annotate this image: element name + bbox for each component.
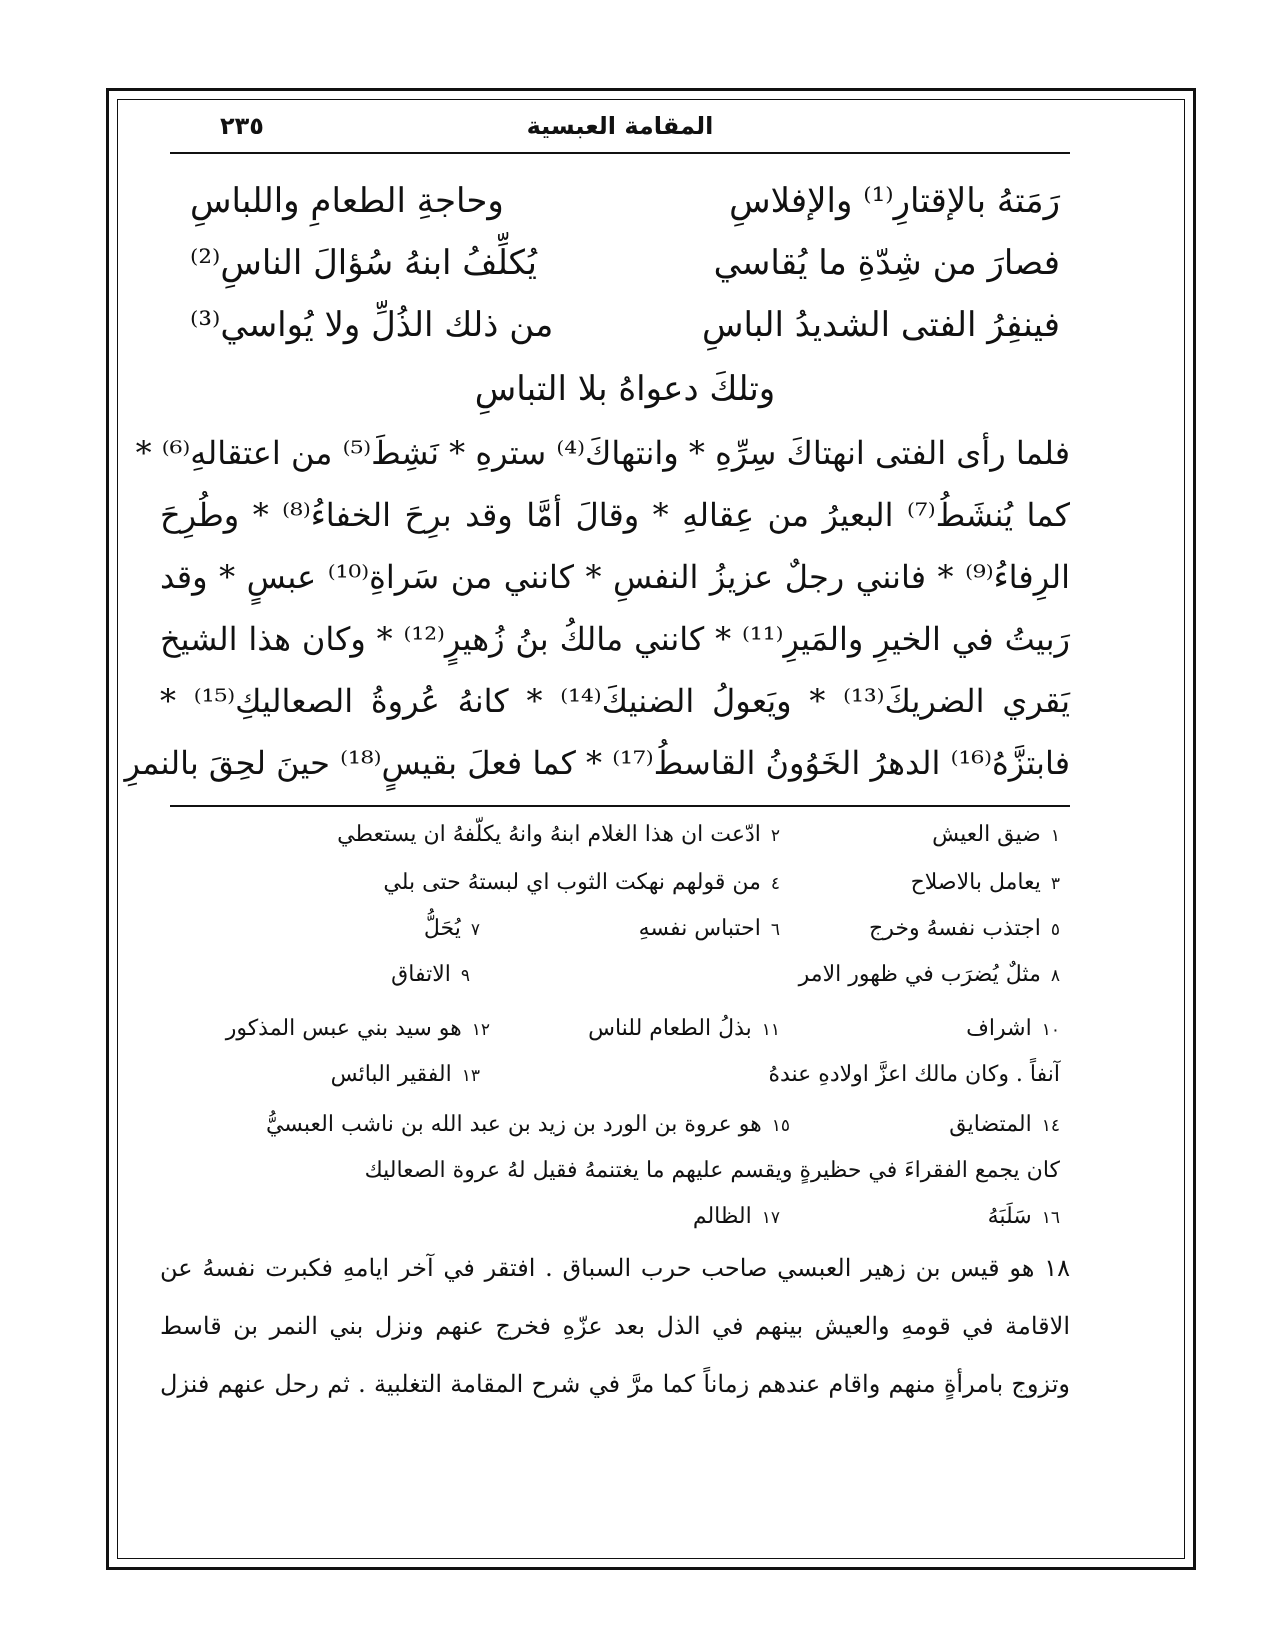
footnote-row [160, 1102, 1060, 1148]
footnote-number: ١٦ [1041, 1208, 1060, 1228]
footnote-row [160, 1052, 1060, 1098]
footnote-text: الاتفاق [391, 962, 451, 987]
verse-second-hemistich: وحاجةِ الطعامِ واللباسِ [190, 181, 504, 221]
prose-line: يَقري الضريكَ⁽¹³⁾ * ويَعولُ الضنيكَ⁽¹⁴⁾ * كانهُ عُروةُ الصعاليكِ⁽¹⁵⁾ * [160, 682, 1071, 720]
footnote [337, 812, 780, 859]
footnote [932, 812, 1060, 859]
footnote-number: ١٣ [461, 1066, 480, 1086]
footnote-text: الفقير البائس [330, 1062, 452, 1087]
footnote-text: اجتذب نفسهُ وخرج [869, 916, 1041, 941]
footnote-row [160, 1194, 1060, 1240]
verse-first-hemistich: فصارَ من شِدّةِ ما يُقاسي [713, 243, 1060, 283]
footnote-text: هو سيد بني عبس المذكور [225, 1016, 462, 1041]
verse-first-hemistich: رَمَتهُ بالإقتارِ⁽¹⁾ والإفلاسِ [729, 181, 1060, 221]
footnote-number: ١٤ [1041, 1116, 1060, 1136]
prose-line: الرِفاءُ⁽⁹⁾ * فانني رجلٌ عزيزُ النفسِ * كانني من سَراةِ⁽¹⁰⁾ عبسٍ * وقد [160, 558, 1071, 596]
verse-line [190, 296, 1060, 354]
footnote [331, 1052, 480, 1099]
footnote-row [160, 1006, 1060, 1052]
footnote-text: احتباس نفسهِ [638, 916, 761, 941]
footnote [911, 860, 1060, 907]
footnote [383, 860, 780, 907]
footnote [949, 1102, 1060, 1149]
verse-closing-line: وتلكَ دعواهُ بلا التباسِ [474, 369, 776, 409]
footnote-row [160, 952, 1060, 998]
footnote-number: ٥ [1050, 920, 1060, 940]
prose-line: فلما رأى الفتى انهتاكَ سِرِّهِ * وانتهاكَ⁽⁴⁾ سترهِ * نَشِطَ⁽⁵⁾ من اعتقالهِ⁽⁶⁾ * [135, 434, 1070, 472]
footnote-number: ٩ [460, 966, 470, 986]
footnote-text: ضيق العيش [932, 822, 1041, 847]
footnote-text: اشراف [966, 1016, 1032, 1041]
footnote-row [160, 812, 1060, 858]
footnote-number: ١٢ [471, 1020, 490, 1040]
footnote-number: ١٧ [761, 1208, 780, 1228]
footnote [693, 1194, 780, 1241]
verse-first-hemistich: فينفِرُ الفتى الشديدُ الباسِ [702, 305, 1060, 345]
footnote-long-line: ١٨ هو قيس بن زهير العبسي صاحب حرب السباق . افتقر في آخر ايامهِ فكبرت نفسهُ عن [160, 1254, 1070, 1282]
footnote-row [160, 860, 1060, 906]
running-header [170, 112, 1070, 146]
footnote-text: من قولهم نهكت الثوب اي لبستهُ حتى بلي [383, 870, 761, 895]
footnote-continuation: آنفاً . وكان مالك اعزَّ اولادهِ عندهُ [768, 1062, 1060, 1087]
prose-line: رَبيتُ في الخيرِ والمَيرِ⁽¹¹⁾ * كانني مالكُ بنُ زُهيرٍ⁽¹²⁾ * وكان هذا الشيخ [160, 620, 1071, 658]
verse-line [190, 234, 1060, 292]
footnote [266, 1102, 790, 1149]
page-number: ٢٣٥ [220, 112, 264, 140]
footnote-number: ٦ [770, 920, 780, 940]
footnote [391, 952, 470, 999]
footnote-long-line: الاقامة في قومهِ والعيش بينهم في الذل بعد عزّهِ فخرج عنهم ونزل بني النمر بن قاسط [160, 1312, 1070, 1340]
verse-line [190, 172, 1060, 230]
header-rule [170, 152, 1070, 154]
footnote [869, 906, 1060, 953]
footnote-text: مثلٌ يُضرَب في ظهور الامر [798, 962, 1041, 987]
footnote [226, 1006, 490, 1053]
footnote [799, 952, 1060, 999]
page-title: المقامة العبسية [526, 112, 714, 140]
footnote-text: هو عروة بن الورد بن زيد بن عبد الله بن ناشب العبسيُّ [265, 1112, 762, 1137]
footnote-long-line: وتزوج بامرأةٍ منهم واقام عندهم زماناً كما مرَّ في شرح المقامة التغلبية . ثم رحل عنهم فنزل [160, 1370, 1070, 1398]
prose-line: فابتزَّهُ⁽¹⁶⁾ الدهرُ الخَوُونُ القاسطُ⁽¹⁷⁾ * كما فعلَ بقيسٍ⁽¹⁸⁾ حينَ لحِقَ بالنمرِ [124, 744, 1070, 782]
footnote [988, 1194, 1060, 1241]
verse-second-hemistich: من ذلك الذُلِّ ولا يُواسي⁽³⁾ [190, 305, 554, 345]
footnote [588, 1006, 780, 1053]
footnote-text: سَلَبَهُ [987, 1204, 1032, 1229]
footnote-text: الظالم [692, 1204, 752, 1229]
prose-line: كما يُنشَطُ⁽⁷⁾ البعيرُ من عِقالهِ * وقالَ أمَّا وقد برِحَ الخفاءُ⁽⁸⁾ * وطُرِحَ [160, 496, 1071, 534]
footnote-number: ٣ [1050, 874, 1060, 894]
footnote-number: ١ [1050, 826, 1060, 846]
footnote-text: يُحَلُّ [423, 916, 461, 941]
footnote-row [160, 906, 1060, 952]
footnote-number: ١٥ [771, 1116, 790, 1136]
footnote-number: ٨ [1050, 966, 1060, 986]
footnote-number: ٢ [770, 826, 780, 846]
footnote-number: ١٠ [1041, 1020, 1060, 1040]
footnote-text: يعامل بالاصلاح [910, 870, 1041, 895]
footnote-text: ادّعت ان هذا الغلام ابنهُ وانهُ يكلّفهُ ان يستعطي [337, 822, 761, 847]
footnote-number: ٤ [770, 874, 780, 894]
footnote [639, 906, 780, 953]
footnote [966, 1006, 1060, 1053]
footnote-number: ١١ [761, 1020, 780, 1040]
footnote-number: ٧ [470, 920, 480, 940]
footnote-rule [170, 805, 1070, 807]
footnote-text: المتضايق [949, 1112, 1032, 1137]
verse-second-hemistich: يُكلِّفُ ابنهُ سُؤالَ الناسِ⁽²⁾ [190, 243, 537, 283]
footnote-continuation: كان يجمع الفقراءَ في حظيرةٍ ويقسم عليهم ما يغتنمهُ فقيل لهُ عروة الصعاليك [364, 1158, 1060, 1183]
footnote-text: بذلُ الطعام للناس [588, 1016, 752, 1041]
footnote [424, 906, 480, 953]
